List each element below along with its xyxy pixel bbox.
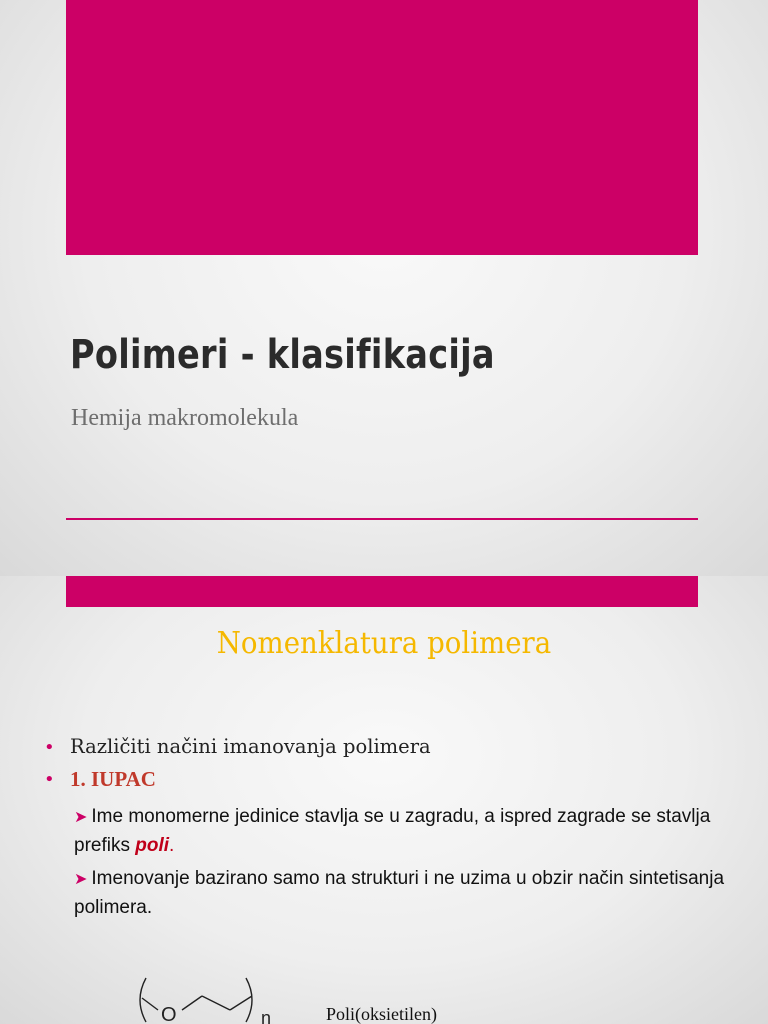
sub-item [74, 803, 734, 860]
content-slide [0, 576, 768, 1024]
sub-period: . [169, 835, 175, 856]
repeat-subscript: n [261, 1008, 272, 1024]
arrow-icon: ➤ [74, 871, 88, 888]
bullet-dot-icon: • [44, 737, 55, 758]
slide-title: Polimeri - klasifikacija [70, 332, 495, 378]
bond-line [202, 996, 230, 1010]
bullet-text: Različiti načini imanovanja polimera [70, 735, 431, 758]
polyoxyethylene-structure [130, 972, 300, 1024]
bullet-dot-icon: • [44, 769, 55, 790]
sub-item [74, 865, 734, 922]
iupac-label: 1. IUPAC [70, 767, 156, 791]
arrow-icon: ➤ [74, 809, 88, 826]
oxygen-atom-label: O [161, 1004, 177, 1024]
accent-banner-top [66, 576, 698, 607]
slide-heading: Nomenklatura polimera [216, 626, 552, 661]
bond-line [182, 996, 202, 1010]
divider-line [66, 518, 698, 520]
slide-subtitle: Hemija makromolekula [71, 405, 299, 431]
prefix-term: poli [135, 835, 170, 856]
accent-banner [66, 0, 698, 255]
polymer-name: Poli(oksietilen) [326, 1004, 437, 1024]
bond-line [142, 998, 158, 1010]
sub-text: Imenovanje bazirano samo na strukturi i ne uzima u obzir način sintetisanja polimera. [74, 868, 725, 918]
bond-line [230, 996, 252, 1010]
sub-text: Ime monomerne jedinice stavlja se u zagradu, a ispred zagrade se stavlja prefiks [74, 806, 711, 856]
